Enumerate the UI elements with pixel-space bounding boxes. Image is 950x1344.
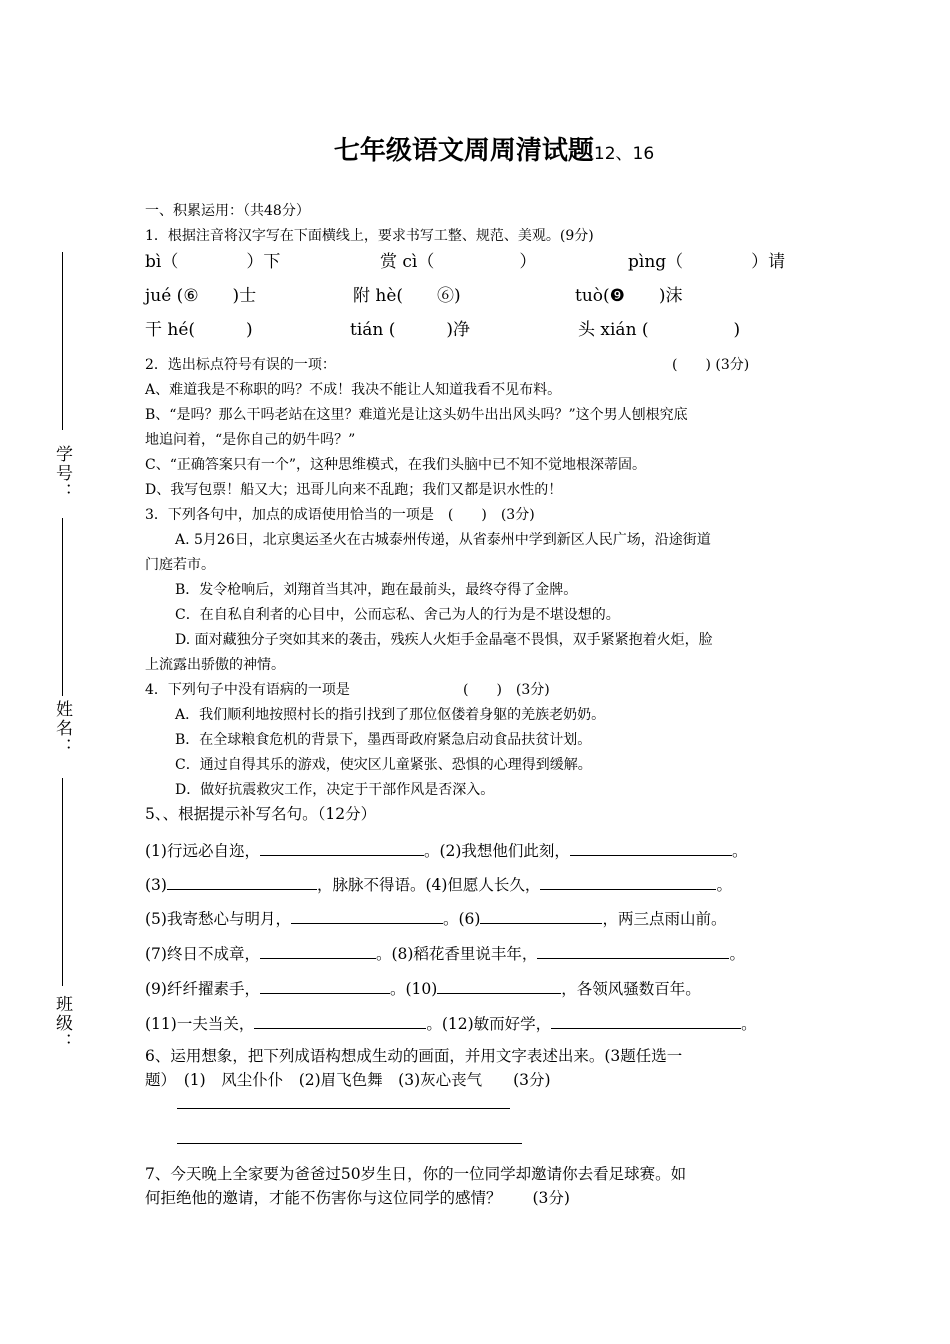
q5-line-5: (9)纤纤擢素手， 。(10) ，各领风骚数百年。	[145, 976, 701, 1002]
q3-option-d-cont: 上流露出骄傲的神情。	[145, 657, 285, 673]
title-main: 七年级语文周周清试题	[333, 136, 594, 166]
q4-stem: 4．下列句子中没有语病的一项是	[145, 682, 350, 698]
q3-option-d: D. 面对藏独分子突如其来的袭击，残疾人火炬手金晶毫不畏惧，双手紧紧抱着火炬，脸	[175, 632, 713, 648]
q6-stem-cont: 题） (1) 风尘仆仆 (2)眉飞色舞 (3)灰心丧气 (3分)	[145, 1071, 551, 1089]
q3-option-a: A. 5月26日，北京奥运圣火在古城泰州传递，从省泰州中学到新区人民广场，沿途街道	[175, 532, 711, 548]
answer-blank[interactable]	[291, 906, 443, 924]
title-date: 12、16	[593, 144, 655, 164]
answer-blank[interactable]	[570, 838, 732, 856]
q5-line-4: (7)终日不成章， 。(8)稻花香里说丰年， 。	[145, 941, 745, 967]
q1-item: 赏 cì（ ）	[380, 252, 537, 272]
q4-option-b: B．在全球粮食危机的背景下，墨西哥政府紧急启动食品扶贫计划。	[175, 732, 592, 748]
answer-blank[interactable]	[551, 1011, 741, 1029]
q5-stem: 5、、根据提示补写名句。（12分）	[145, 805, 377, 823]
answer-blank[interactable]	[260, 976, 390, 994]
q4-score: ( ) (3分)	[463, 682, 550, 698]
answer-blank[interactable]	[167, 872, 317, 890]
q2-option-d: D、我写包票！船又大；迅哥儿向来不乱跑；我们又都是识水性的！	[145, 482, 563, 498]
q4-option-d: D．做好抗震救灾工作，决定于干部作风是否深入。	[175, 782, 495, 798]
q3-option-a-cont: 门庭若市。	[145, 557, 215, 573]
q2-option-c: C、“正确答案只有一个”，这种思维模式，在我们头脑中已不知不觉地根深蒂固。	[145, 457, 647, 473]
q2-score: ( ) (3分)	[672, 357, 750, 373]
answer-blank[interactable]	[437, 976, 561, 994]
q3-option-c: C．在自私自利者的心目中，公而忘私、舍己为人的行为是不堪设想的。	[175, 607, 620, 623]
q7-stem-cont: 何拒绝他的邀请，才能不伤害你与这位同学的感情？ (3分)	[145, 1189, 570, 1207]
q5-line-6: (11)一夫当关， 。(12)敏而好学， 。	[145, 1011, 757, 1037]
q7-stem: 7、今天晚上全家要为爸爸过50岁生日，你的一位同学却邀请你去看足球赛。如	[145, 1165, 687, 1183]
q6-answer-line[interactable]	[177, 1143, 522, 1144]
q6-stem: 6、运用想象，把下列成语构想成生动的画面，并用文字表述出来。(3题任选一	[145, 1047, 683, 1065]
section-heading: 一、积累运用：（共48分）	[145, 203, 310, 219]
label-xingming: 姓名：	[52, 700, 72, 757]
margin-line-3	[62, 778, 63, 986]
q1-item: 头 xián ( )	[578, 320, 741, 340]
q1-stem: 1．根据注音将汉字写在下面横线上，要求书写工整、规范、美观。(9分)	[145, 228, 594, 244]
q5-line-2: (3) ，脉脉不得语。(4)但愿人长久， 。	[145, 872, 732, 898]
q1-item: 附 hè( ⑥)	[353, 286, 461, 306]
answer-blank[interactable]	[480, 906, 602, 924]
q1-item: tuò(❾ )沫	[575, 286, 683, 306]
answer-blank[interactable]	[260, 838, 424, 856]
margin-line-2	[62, 518, 63, 696]
answer-blank[interactable]	[540, 872, 716, 890]
q4-option-a: A．我们顺利地按照村长的指引找到了那位伛偻着身躯的羌族老奶奶。	[175, 707, 606, 723]
q1-item: tián ( )净	[350, 320, 471, 340]
q5-line-1: (1)行远必自迩， 。(2)我想他们此刻， 。	[145, 838, 747, 864]
q3-option-b: B．发令枪响后，刘翔首当其冲，跑在最前头，最终夺得了金牌。	[175, 582, 578, 598]
q4-option-c: C．通过自得其乐的游戏，使灾区儿童紧张、恐惧的心理得到缓解。	[175, 757, 592, 773]
margin-line-1	[62, 252, 63, 430]
q2-option-b: B、“是吗？那么干吗老站在这里？难道光是让这头奶牛出出风头吗？”这个男人刨根究底	[145, 407, 688, 423]
q1-item: pìng（ ）请	[628, 252, 786, 272]
page-title	[0, 130, 950, 167]
q2-option-b-cont: 地追问着，“是你自己的奶牛吗？”	[145, 432, 356, 448]
answer-blank[interactable]	[537, 941, 729, 959]
q2-stem: 2．选出标点符号有误的一项：	[145, 357, 336, 373]
q3-stem: 3．下列各句中，加点的成语使用恰当的一项是 ( ) (3分)	[145, 507, 535, 523]
q1-item: jué (⑥ )士	[145, 286, 257, 306]
q5-line-3: (5)我寄愁心与明月， 。(6) ，两三点雨山前。	[145, 906, 726, 932]
q1-item: bì（ ）下	[145, 252, 281, 272]
answer-blank[interactable]	[254, 1011, 426, 1029]
label-xuehao: 学号：	[52, 445, 72, 502]
label-banji: 班级：	[52, 995, 72, 1052]
answer-blank[interactable]	[260, 941, 376, 959]
q6-answer-line[interactable]	[177, 1108, 510, 1109]
q1-item: 干 hé( )	[145, 320, 253, 340]
q2-option-a: A、难道我是不称职的吗？不成！我决不能让人知道我看不见布料。	[145, 382, 562, 398]
